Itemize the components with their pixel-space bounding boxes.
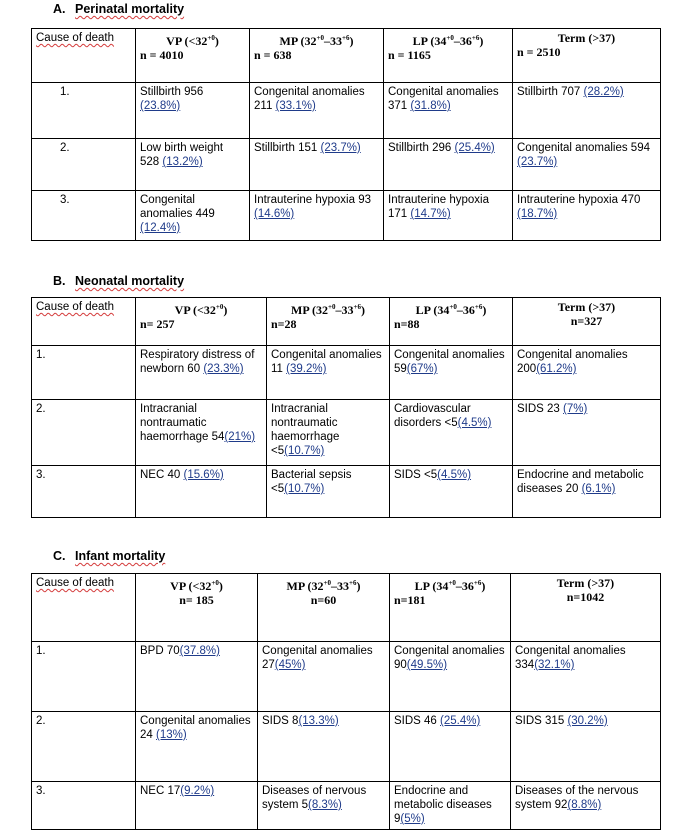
table-cell	[384, 83, 513, 139]
col-n: n=327	[570, 314, 603, 328]
section-c-title	[53, 549, 165, 563]
row-number: 2.	[32, 712, 136, 782]
cause-header-label: Cause of death	[36, 577, 115, 589]
col-name-text: VP (<32	[174, 303, 216, 317]
cell-pct: (15.6%)	[183, 469, 224, 481]
col-sup: +0	[446, 34, 454, 42]
row-number: 3.	[32, 466, 136, 518]
col-header-lp	[390, 298, 513, 346]
table-cell	[136, 466, 267, 518]
col-name-text: LP (34	[412, 34, 447, 48]
row-number: 3.	[32, 782, 136, 830]
table-cell	[513, 83, 661, 139]
cell-pct: (39.2%)	[286, 363, 327, 375]
cell-text: Intrauterine hypoxia 470	[517, 194, 641, 206]
col-sup: +0	[316, 34, 324, 42]
section-letter: B.	[53, 274, 66, 288]
col-name-text: LP (34	[414, 579, 449, 593]
section-letter: A.	[53, 2, 66, 16]
col-name	[140, 31, 245, 48]
cell-pct: (10.7%)	[284, 445, 325, 457]
cell-text: Congenital anomalies 24	[140, 715, 251, 741]
col-mid: –33	[335, 303, 354, 317]
row-number: 1.	[32, 346, 136, 400]
row-number: 1.	[32, 83, 136, 139]
cell-pct: (67%)	[406, 363, 438, 375]
infant-mortality-table	[31, 573, 661, 830]
col-sup2: +6	[474, 303, 483, 311]
col-name-text: VP (<32	[166, 34, 208, 48]
table-cell	[390, 712, 511, 782]
table-cell	[250, 139, 384, 191]
col-n: n = 1165	[388, 48, 431, 62]
col-mid: –36	[456, 303, 475, 317]
cell-pct: (4.5%)	[457, 417, 492, 429]
table-row	[32, 712, 661, 782]
table-cell	[390, 466, 513, 518]
col-sup2: +6	[353, 303, 361, 311]
col-n: n = 638	[254, 48, 292, 62]
col-sup2: +6	[473, 579, 482, 587]
col-sup: +0	[215, 303, 224, 311]
cell-text: Congenital anomalies 200	[517, 349, 628, 375]
table-cell	[136, 83, 250, 139]
cell-pct: (25.4%)	[440, 715, 481, 727]
col-name	[254, 31, 379, 48]
cell-pct: (23.8%)	[140, 100, 181, 112]
cell-text: Endocrine and metabolic diseases 9	[394, 785, 492, 825]
table-cell	[136, 139, 250, 191]
cell-pct: (8.8%)	[567, 799, 602, 811]
table-cell	[136, 191, 250, 241]
table-cell	[136, 642, 258, 712]
col-sup: +0	[449, 303, 457, 311]
col-mid: –36	[455, 579, 474, 593]
cell-text: Congenital anomalies 27	[262, 645, 373, 671]
col-n: n=181	[394, 593, 426, 607]
cell-text: SIDS 23	[517, 403, 560, 415]
cell-pct: (28.2%)	[583, 86, 624, 98]
col-name-text: MP (32	[286, 579, 324, 593]
col-header-vp	[136, 29, 250, 83]
table-cell	[250, 83, 384, 139]
col-sup: +0	[211, 579, 219, 587]
cell-pct: (14.6%)	[254, 208, 295, 220]
row-number: 1.	[32, 642, 136, 712]
col-header-lp	[390, 574, 511, 642]
cell-pct: (13%)	[156, 729, 187, 741]
cell-pct: (10.7%)	[284, 483, 325, 495]
col-tail: )	[479, 34, 484, 48]
cell-text: SIDS 315	[515, 715, 565, 727]
table-cell	[267, 400, 390, 466]
table-cell	[511, 712, 661, 782]
col-name	[262, 576, 385, 593]
cell-pct: (37.8%)	[179, 645, 220, 657]
section-b-title	[53, 274, 184, 288]
table-header-row	[32, 574, 661, 642]
section-name: Infant mortality	[75, 549, 166, 563]
table-cell	[384, 191, 513, 241]
col-header-mp	[267, 298, 390, 346]
table-cell	[390, 346, 513, 400]
cell-text: Intrauterine hypoxia 93	[254, 194, 371, 206]
cell-pct: (13.3%)	[298, 715, 339, 727]
col-name-text: LP (34	[415, 303, 450, 317]
table-cell	[267, 466, 390, 518]
col-header-mp	[258, 574, 390, 642]
cell-text: Endocrine and metabolic diseases 20	[517, 469, 644, 495]
table-cell	[136, 712, 258, 782]
col-n: n=1042	[566, 590, 605, 604]
cell-pct: (32.1%)	[534, 659, 575, 671]
col-tail: )	[223, 303, 228, 317]
cause-header-label: Cause of death	[36, 301, 115, 313]
table-cell	[513, 466, 661, 518]
cause-header	[32, 298, 136, 346]
col-header-term	[513, 29, 661, 83]
col-header-term	[513, 298, 661, 346]
col-name-text: VP (<32	[170, 579, 212, 593]
perinatal-mortality-table	[31, 28, 661, 241]
table-row	[32, 782, 661, 830]
cell-pct: (7%)	[563, 403, 588, 415]
cause-header	[32, 574, 136, 642]
table-row	[32, 400, 661, 466]
table-row	[32, 466, 661, 518]
col-header-vp	[136, 574, 258, 642]
neonatal-mortality-table	[31, 297, 661, 518]
cell-text: Stillbirth 151	[254, 142, 318, 154]
table-cell	[258, 642, 390, 712]
cell-pct: (4.5%)	[437, 469, 472, 481]
col-tail: )	[349, 34, 354, 48]
cell-text: NEC 17	[140, 785, 181, 797]
table-row	[32, 139, 661, 191]
col-mid: –36	[453, 34, 472, 48]
cell-text: Stillbirth 296	[388, 142, 452, 154]
col-name	[394, 576, 506, 593]
cell-pct: (30.2%)	[567, 715, 608, 727]
table-row	[32, 83, 661, 139]
col-name	[388, 31, 508, 48]
row-number: 3.	[32, 191, 136, 241]
cell-text: Intracranial nontraumatic haemorrhage 54	[140, 403, 225, 443]
cell-pct: (49.5%)	[406, 659, 448, 671]
table-cell	[267, 346, 390, 400]
col-name	[140, 300, 262, 317]
table-cell	[136, 782, 258, 830]
col-n: n=60	[310, 593, 337, 607]
table-cell	[384, 139, 513, 191]
cell-pct: (31.8%)	[410, 100, 451, 112]
col-mid: –33	[331, 579, 349, 593]
col-name: Term (>37)	[557, 31, 616, 45]
table-cell	[390, 400, 513, 466]
col-header-vp	[136, 298, 267, 346]
table-cell	[511, 642, 661, 712]
cell-text: Respiratory distress of newborn 60	[140, 349, 255, 375]
col-tail: )	[482, 303, 487, 317]
cell-pct: (61.2%)	[536, 363, 577, 375]
cell-text: Congenital anomalies 371	[388, 86, 499, 112]
cell-pct: (6.1%)	[581, 483, 616, 495]
cell-pct: (23.3%)	[203, 363, 244, 375]
col-n: n = 2510	[517, 45, 561, 59]
cell-pct: (21%)	[224, 431, 256, 443]
cause-header-label: Cause of death	[36, 32, 115, 44]
cell-text: Diseases of nervous system 5	[262, 785, 367, 811]
section-name: Perinatal mortality	[75, 2, 185, 16]
cell-text: SIDS 46	[394, 715, 437, 727]
cell-text: Diseases of the nervous system 92	[515, 785, 639, 811]
cell-text: Congenital anomalies 594	[517, 142, 650, 154]
cell-text: Congenital anomalies 334	[515, 645, 626, 671]
col-name: Term (>37)	[556, 576, 615, 590]
cell-pct: (45%)	[274, 659, 306, 671]
col-sup: +0	[323, 579, 331, 587]
cell-text: Stillbirth 956	[140, 86, 204, 98]
table-row	[32, 191, 661, 241]
table-cell	[136, 400, 267, 466]
cell-pct: (25.4%)	[454, 142, 495, 154]
cell-text: SIDS <5	[394, 469, 438, 481]
cell-text: Congenital anomalies 90	[394, 645, 505, 671]
table-cell	[513, 191, 661, 241]
table-row	[32, 642, 661, 712]
col-tail: )	[218, 579, 223, 593]
table-cell	[513, 346, 661, 400]
col-tail: )	[481, 579, 486, 593]
table-cell	[390, 642, 511, 712]
cell-text: Congenital anomalies 449	[140, 194, 215, 220]
table-cell	[136, 346, 267, 400]
cell-text: Congenital anomalies 211	[254, 86, 365, 112]
table-cell	[511, 782, 661, 830]
col-n: n= 185	[179, 593, 214, 607]
cell-pct: (13.2%)	[162, 156, 203, 168]
cell-pct: (23.7%)	[517, 156, 558, 168]
row-number: 2.	[32, 400, 136, 466]
cell-text: Intrauterine hypoxia 171	[388, 194, 490, 220]
cell-text: Bacterial sepsis <5	[271, 469, 352, 495]
cell-text: Congenital anomalies 11	[271, 349, 382, 375]
col-sup2: +6	[342, 34, 350, 42]
table-row	[32, 346, 661, 400]
cell-text: Cardiovascular disorders <5	[394, 403, 471, 429]
cell-text: Congenital anomalies 59	[394, 349, 505, 375]
col-mid: –33	[324, 34, 342, 48]
cell-text: BPD 70	[140, 645, 180, 657]
cell-pct: (9.2%)	[180, 785, 215, 797]
row-number: 2.	[32, 139, 136, 191]
cell-text: SIDS 8	[262, 715, 299, 727]
col-n: n = 4010	[140, 48, 184, 62]
col-sup: +0	[448, 579, 456, 587]
cell-text: Low birth weight 528	[140, 142, 224, 168]
table-cell	[390, 782, 511, 830]
section-a-title	[53, 2, 184, 16]
cell-text: Stillbirth 707	[517, 86, 581, 98]
col-sup: +0	[328, 303, 336, 311]
col-name	[394, 300, 508, 317]
table-cell	[258, 712, 390, 782]
cause-header	[32, 29, 136, 83]
table-cell	[250, 191, 384, 241]
section-name: Neonatal mortality	[75, 274, 185, 288]
cell-pct: (5%)	[400, 813, 425, 825]
col-sup2: +6	[471, 34, 480, 42]
section-letter: C.	[53, 549, 66, 563]
cell-text: NEC 40	[140, 469, 181, 481]
col-n: n=28	[271, 317, 297, 331]
col-n: n=88	[394, 317, 420, 331]
col-tail: )	[361, 303, 365, 317]
col-header-lp	[384, 29, 513, 83]
table-cell	[513, 400, 661, 466]
col-tail: )	[356, 579, 361, 593]
col-tail: )	[214, 34, 219, 48]
col-name-text: MP (32	[279, 34, 317, 48]
col-name	[271, 300, 385, 317]
col-header-mp	[250, 29, 384, 83]
col-sup2: +6	[349, 579, 357, 587]
col-header-term	[511, 574, 661, 642]
cell-pct: (18.7%)	[517, 208, 558, 220]
col-name: Term (>37)	[557, 300, 616, 314]
cell-pct: (23.7%)	[320, 142, 361, 154]
cell-pct: (14.7%)	[410, 208, 451, 220]
cell-pct: (12.4%)	[140, 222, 181, 234]
col-name-text: MP (32	[291, 303, 328, 317]
cell-text: Intracranial nontraumatic haemorrhage <5	[271, 403, 340, 457]
table-header-row	[32, 298, 661, 346]
table-cell	[258, 782, 390, 830]
col-name	[140, 576, 253, 593]
cell-pct: (33.1%)	[275, 100, 316, 112]
col-sup: +0	[207, 34, 215, 42]
col-n: n= 257	[140, 317, 175, 331]
table-header-row	[32, 29, 661, 83]
table-cell	[513, 139, 661, 191]
cell-pct: (8.3%)	[308, 799, 342, 811]
